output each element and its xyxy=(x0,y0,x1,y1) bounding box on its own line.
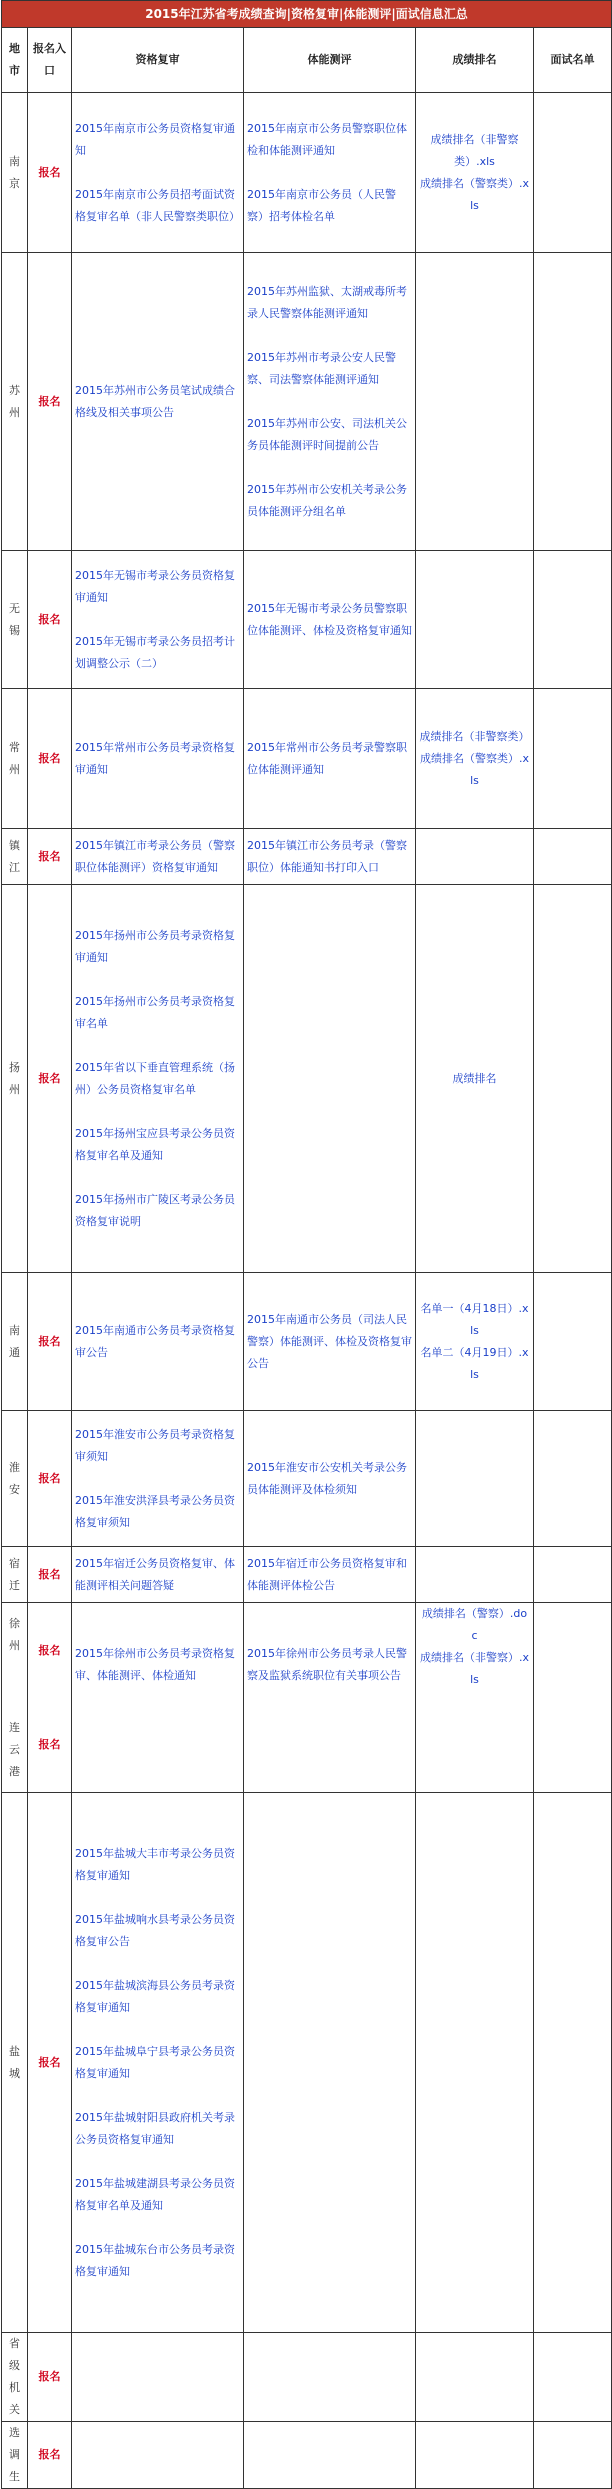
review-link[interactable]: 2015年扬州市公务员考录资格复审名单 xyxy=(75,994,235,1030)
physical-link[interactable]: 2015年苏州监狱、太湖戒毒所考录人民警察体能测评通知 xyxy=(247,284,407,320)
table-row xyxy=(2,1411,612,1547)
physical-link[interactable]: 2015年镇江市公务员考录（警察职位）体能通知书打印入口 xyxy=(247,838,407,874)
review-link[interactable]: 2015年常州市公务员考录资格复审通知 xyxy=(75,740,235,776)
register-link[interactable]: 报名 xyxy=(28,1547,72,1603)
review-link[interactable]: 2015年盐城建湖县考录公务员资格复审名单及通知 xyxy=(75,2176,235,2212)
physical-link[interactable]: 2015年淮安市公安机关考录公务员体能测评及体检须知 xyxy=(247,1460,407,1496)
review-link[interactable]: 2015年扬州市公务员考录资格复审通知 xyxy=(75,928,235,964)
city-lianyungang: 连云港 xyxy=(9,1720,20,1778)
table-row xyxy=(2,885,612,1273)
interview-cell xyxy=(534,829,612,885)
city-name: 南京 xyxy=(2,93,28,253)
table-row xyxy=(2,2422,612,2489)
city-name: 常州 xyxy=(2,689,28,829)
review-cell xyxy=(72,93,244,253)
table-title: 2015年江苏省考成绩查询|资格复审|体能测评|面试信息汇总 xyxy=(2,1,612,28)
table-row xyxy=(2,551,612,689)
ranking-cell xyxy=(416,1603,534,1793)
ranking-cell xyxy=(416,1793,534,2333)
interview-cell xyxy=(534,1603,612,1793)
ranking-cell xyxy=(416,829,534,885)
table-row xyxy=(2,689,612,829)
review-cell xyxy=(72,1547,244,1603)
physical-link[interactable]: 2015年苏州市考录公安人民警察、司法警察体能测评通知 xyxy=(247,350,396,386)
review-cell xyxy=(72,1273,244,1411)
city-name: 苏州 xyxy=(2,253,28,551)
physical-cell xyxy=(244,1547,416,1603)
interview-cell xyxy=(534,1547,612,1603)
physical-cell xyxy=(244,253,416,551)
review-link[interactable]: 2015年南京市公务员招考面试资格复审名单（非人民警察类职位） xyxy=(75,187,240,223)
interview-cell xyxy=(534,2422,612,2489)
ranking-link[interactable]: 名单二（4月19日）.xls xyxy=(420,1345,529,1381)
register-link[interactable]: 报名 xyxy=(28,551,72,689)
physical-link[interactable]: 2015年南通市公务员（司法人民警察）体能测评、体检及资格复审公告 xyxy=(247,1312,412,1370)
city-name: 无锡 xyxy=(2,551,28,689)
interview-cell xyxy=(534,1793,612,2333)
review-cell xyxy=(72,1411,244,1547)
table-row xyxy=(2,1273,612,1411)
physical-link[interactable]: 2015年徐州市公务员考录人民警察及监狱系统职位有关事项公告 xyxy=(247,1647,407,1682)
interview-cell xyxy=(534,253,612,551)
info-table xyxy=(1,0,612,2489)
review-cell xyxy=(72,1793,244,2333)
city-name xyxy=(2,1603,28,1793)
review-link[interactable]: 2015年盐城东台市公务员考录资格复审通知 xyxy=(75,2242,235,2278)
review-link[interactable]: 2015年盐城响水县考录公务员资格复审公告 xyxy=(75,1912,235,1948)
review-cell xyxy=(72,2333,244,2422)
table-row xyxy=(2,253,612,551)
register-link[interactable]: 报名 xyxy=(28,1793,72,2333)
review-cell xyxy=(72,2422,244,2489)
review-link[interactable]: 2015年镇江市考录公务员（警察职位体能测评）资格复审通知 xyxy=(75,838,235,874)
interview-cell xyxy=(534,551,612,689)
table-row xyxy=(2,1603,612,1793)
ranking-cell xyxy=(416,1411,534,1547)
physical-link[interactable]: 2015年南京市公务员警察职位体检和体能测评通知 xyxy=(247,121,407,157)
physical-link[interactable]: 2015年苏州市公安、司法机关公务员体能测评时间提前公告 xyxy=(247,416,407,452)
review-link[interactable]: 2015年盐城滨海县公务员考录资格复审通知 xyxy=(75,1978,235,2014)
table-row xyxy=(2,93,612,253)
physical-link[interactable]: 2015年苏州市公安机关考录公务员体能测评分组名单 xyxy=(247,482,407,518)
register-link[interactable]: 报名 xyxy=(28,2333,72,2422)
interview-cell xyxy=(534,2333,612,2422)
physical-cell xyxy=(244,689,416,829)
physical-link[interactable]: 2015年无锡市考录公务员警察职位体能测评、体检及资格复审通知 xyxy=(247,601,412,637)
review-link[interactable]: 2015年南通市公务员考录资格复审公告 xyxy=(75,1323,235,1359)
city-name: 宿迁 xyxy=(2,1547,28,1603)
header-review: 资格复审 xyxy=(72,28,244,93)
review-link[interactable]: 2015年徐州市公务员考录资格复审、体能测评、体检通知 xyxy=(75,1647,235,1682)
review-link[interactable]: 2015年南京市公务员资格复审通知 xyxy=(75,121,235,157)
register-link[interactable]: 报名 xyxy=(38,1643,61,1657)
review-link[interactable]: 2015年苏州市公务员笔试成绩合格线及相关事项公告 xyxy=(75,383,235,419)
physical-cell xyxy=(244,2333,416,2422)
city-name: 淮安 xyxy=(2,1411,28,1547)
register-link[interactable]: 报名 xyxy=(38,1737,61,1751)
header-register: 报名入口 xyxy=(28,28,72,93)
header-row xyxy=(2,28,612,93)
physical-link[interactable]: 2015年南京市公务员（人民警察）招考体检名单 xyxy=(247,187,396,223)
interview-cell xyxy=(534,1273,612,1411)
physical-cell xyxy=(244,2422,416,2489)
ranking-cell xyxy=(416,2422,534,2489)
register-link[interactable]: 报名 xyxy=(28,689,72,829)
review-cell xyxy=(72,689,244,829)
ranking-cell xyxy=(416,689,534,829)
review-link[interactable]: 2015年宿迁公务员资格复审、体能测评相关问题答疑 xyxy=(75,1556,235,1592)
header-interview: 面试名单 xyxy=(534,28,612,93)
table-row xyxy=(2,2333,612,2422)
review-cell xyxy=(72,253,244,551)
register-link[interactable]: 报名 xyxy=(28,1411,72,1547)
physical-cell xyxy=(244,1273,416,1411)
register-link[interactable]: 报名 xyxy=(28,2422,72,2489)
physical-cell xyxy=(244,1603,416,1793)
physical-link[interactable]: 2015年常州市公务员考录警察职位体能测评通知 xyxy=(247,740,407,776)
physical-cell xyxy=(244,1793,416,2333)
ranking-link[interactable]: 成绩排名（警察类）.xls xyxy=(419,751,529,787)
review-link[interactable]: 2015年扬州宝应县考录公务员资格复审名单及通知 xyxy=(75,1126,235,1162)
ranking-link[interactable]: 成绩排名（警察类）.xls xyxy=(419,176,529,212)
review-link[interactable]: 2015年盐城大丰市考录公务员资格复审通知 xyxy=(75,1846,235,1882)
register-link[interactable]: 报名 xyxy=(28,1273,72,1411)
review-link[interactable]: 2015年淮安洪泽县考录公务员资格复审须知 xyxy=(75,1493,235,1529)
review-link[interactable]: 2015年无锡市考录公务员资格复审通知 xyxy=(75,568,235,604)
physical-cell xyxy=(244,93,416,253)
physical-cell xyxy=(244,829,416,885)
ranking-cell xyxy=(416,1547,534,1603)
physical-cell xyxy=(244,1411,416,1547)
ranking-link[interactable]: 成绩排名（警察）.doc xyxy=(421,1607,528,1642)
interview-cell xyxy=(534,1411,612,1547)
ranking-cell xyxy=(416,2333,534,2422)
table-row xyxy=(2,829,612,885)
header-ranking: 成绩排名 xyxy=(416,28,534,93)
interview-cell xyxy=(534,93,612,253)
physical-cell xyxy=(244,885,416,1273)
city-name: 省级机关 xyxy=(2,2333,28,2422)
register-link[interactable]: 报名 xyxy=(28,885,72,1273)
ranking-link[interactable]: 成绩排名 xyxy=(452,1071,497,1085)
review-cell xyxy=(72,885,244,1273)
physical-cell xyxy=(244,551,416,689)
city-name: 镇江 xyxy=(2,829,28,885)
review-link[interactable]: 2015年盐城阜宁县考录公务员资格复审通知 xyxy=(75,2044,235,2080)
header-physical: 体能测评 xyxy=(244,28,416,93)
ranking-cell xyxy=(416,253,534,551)
review-link[interactable]: 2015年盐城射阳县政府机关考录公务员资格复审通知 xyxy=(75,2110,235,2146)
review-cell xyxy=(72,829,244,885)
register-link[interactable]: 报名 xyxy=(28,829,72,885)
register-link[interactable]: 报名 xyxy=(28,93,72,253)
review-link[interactable]: 2015年省以下垂直管理系统（扬州）公务员资格复审名单 xyxy=(75,1060,235,1096)
register-link[interactable]: 报名 xyxy=(28,253,72,551)
review-cell xyxy=(72,1603,244,1793)
ranking-cell xyxy=(416,885,534,1273)
ranking-cell xyxy=(416,93,534,253)
review-link[interactable]: 2015年扬州市广陵区考录公务员资格复审说明 xyxy=(75,1192,235,1228)
interview-cell xyxy=(534,689,612,829)
register-cell xyxy=(28,1603,72,1793)
ranking-link[interactable]: 成绩排名（非警察类） xyxy=(419,729,530,743)
city-name: 选调生 xyxy=(2,2422,28,2489)
review-cell xyxy=(72,551,244,689)
review-link[interactable]: 2015年无锡市考录公务员招考计划调整公示（二） xyxy=(75,634,235,670)
interview-cell xyxy=(534,885,612,1273)
ranking-link[interactable]: 成绩排名（非警察类）.xls xyxy=(430,132,519,168)
physical-link[interactable]: 2015年宿迁市公务员资格复审和体能测评体检公告 xyxy=(247,1556,407,1592)
city-name: 盐城 xyxy=(2,1793,28,2333)
review-link[interactable]: 2015年淮安市公务员考录资格复审须知 xyxy=(75,1427,235,1463)
ranking-link[interactable]: 成绩排名（非警察）.xls xyxy=(419,1651,529,1686)
city-name: 扬州 xyxy=(2,885,28,1273)
ranking-cell xyxy=(416,1273,534,1411)
table-row xyxy=(2,1547,612,1603)
city-xuzhou: 徐州 xyxy=(9,1616,20,1652)
table-row xyxy=(2,1793,612,2333)
header-city: 地市 xyxy=(2,28,28,93)
ranking-link[interactable]: 名单一（4月18日）.xls xyxy=(420,1301,529,1337)
city-name: 南通 xyxy=(2,1273,28,1411)
ranking-cell xyxy=(416,551,534,689)
